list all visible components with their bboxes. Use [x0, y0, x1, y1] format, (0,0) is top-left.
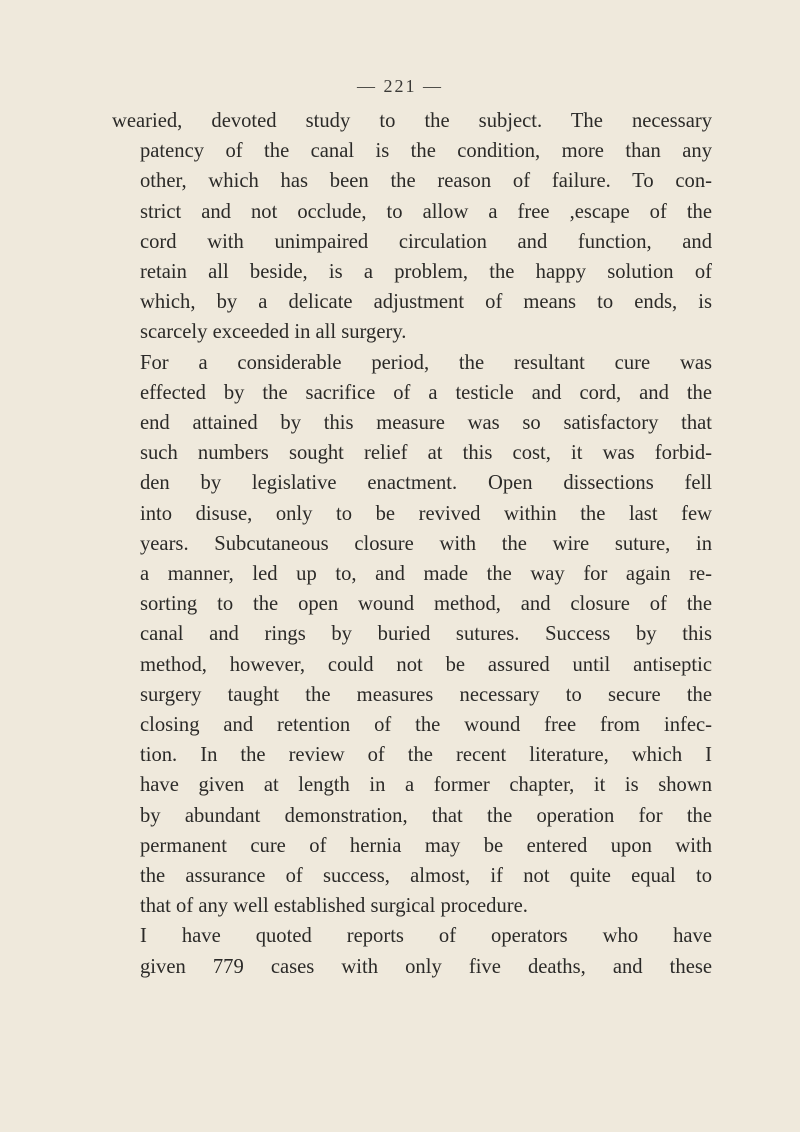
text-line: cord with unimpaired circulation and function, and: [140, 230, 712, 253]
text-line: den by legislative enactment. Open dissections fell: [140, 472, 712, 495]
text-line: have given at length in a former chapter, it is shown: [140, 774, 712, 797]
text-line: permanent cure of hernia may be entered upon with: [140, 834, 712, 857]
text-line: a manner, led up to, and made the way for again re-: [140, 563, 712, 586]
text-line: the assurance of success, almost, if not quite equal to: [140, 865, 712, 888]
text-line: years. Subcutaneous closure with the wire suture, in: [140, 532, 712, 555]
text-line: effected by the sacrifice of a testicle and cord, and the: [140, 381, 712, 404]
text-line: strict and not occlude, to allow a free ,escape of the: [140, 200, 712, 223]
text-line: end attained by this measure was so satisfactory that: [140, 412, 712, 435]
text-line: into disuse, only to be revived within the last few: [140, 502, 712, 525]
text-line: that of any well established surgical procedure.: [140, 895, 528, 918]
text-line: tion. In the review of the recent literature, which I: [140, 744, 712, 767]
body-text: [112, 106, 712, 982]
text-line: canal and rings by buried sutures. Success by this: [140, 623, 712, 646]
text-line: sorting to the open wound method, and closure of the: [140, 593, 712, 616]
text-line: patency of the canal is the condition, more than any: [140, 140, 712, 163]
text-line: given 779 cases with only five deaths, and these: [140, 955, 712, 978]
text-line: by abundant demonstration, that the operation for the: [140, 804, 712, 827]
text-line: method, however, could not be assured until antiseptic: [140, 653, 712, 676]
text-line: retain all beside, is a problem, the happy solution of: [140, 261, 712, 284]
text-line: For a considerable period, the resultant cure was: [140, 351, 712, 374]
text-line: which, by a delicate adjustment of means to ends, is: [140, 291, 712, 314]
paragraph-2: [112, 348, 712, 922]
text-line: surgery taught the measures necessary to secure the: [140, 683, 712, 706]
text-line: closing and retention of the wound free from infec-: [140, 714, 712, 737]
text-line: such numbers sought relief at this cost, it was forbid-: [140, 442, 712, 465]
text-line: I have quoted reports of operators who have: [140, 925, 712, 948]
text-line: other, which has been the reason of failure. To con-: [140, 170, 712, 193]
text-line: scarcely exceeded in all surgery.: [140, 321, 407, 344]
paragraph-1: [112, 106, 712, 348]
paragraph-3: [112, 921, 712, 981]
page-number-header: — 221 —: [357, 76, 443, 96]
text-line: wearied, devoted study to the subject. The necessary: [112, 110, 712, 132]
